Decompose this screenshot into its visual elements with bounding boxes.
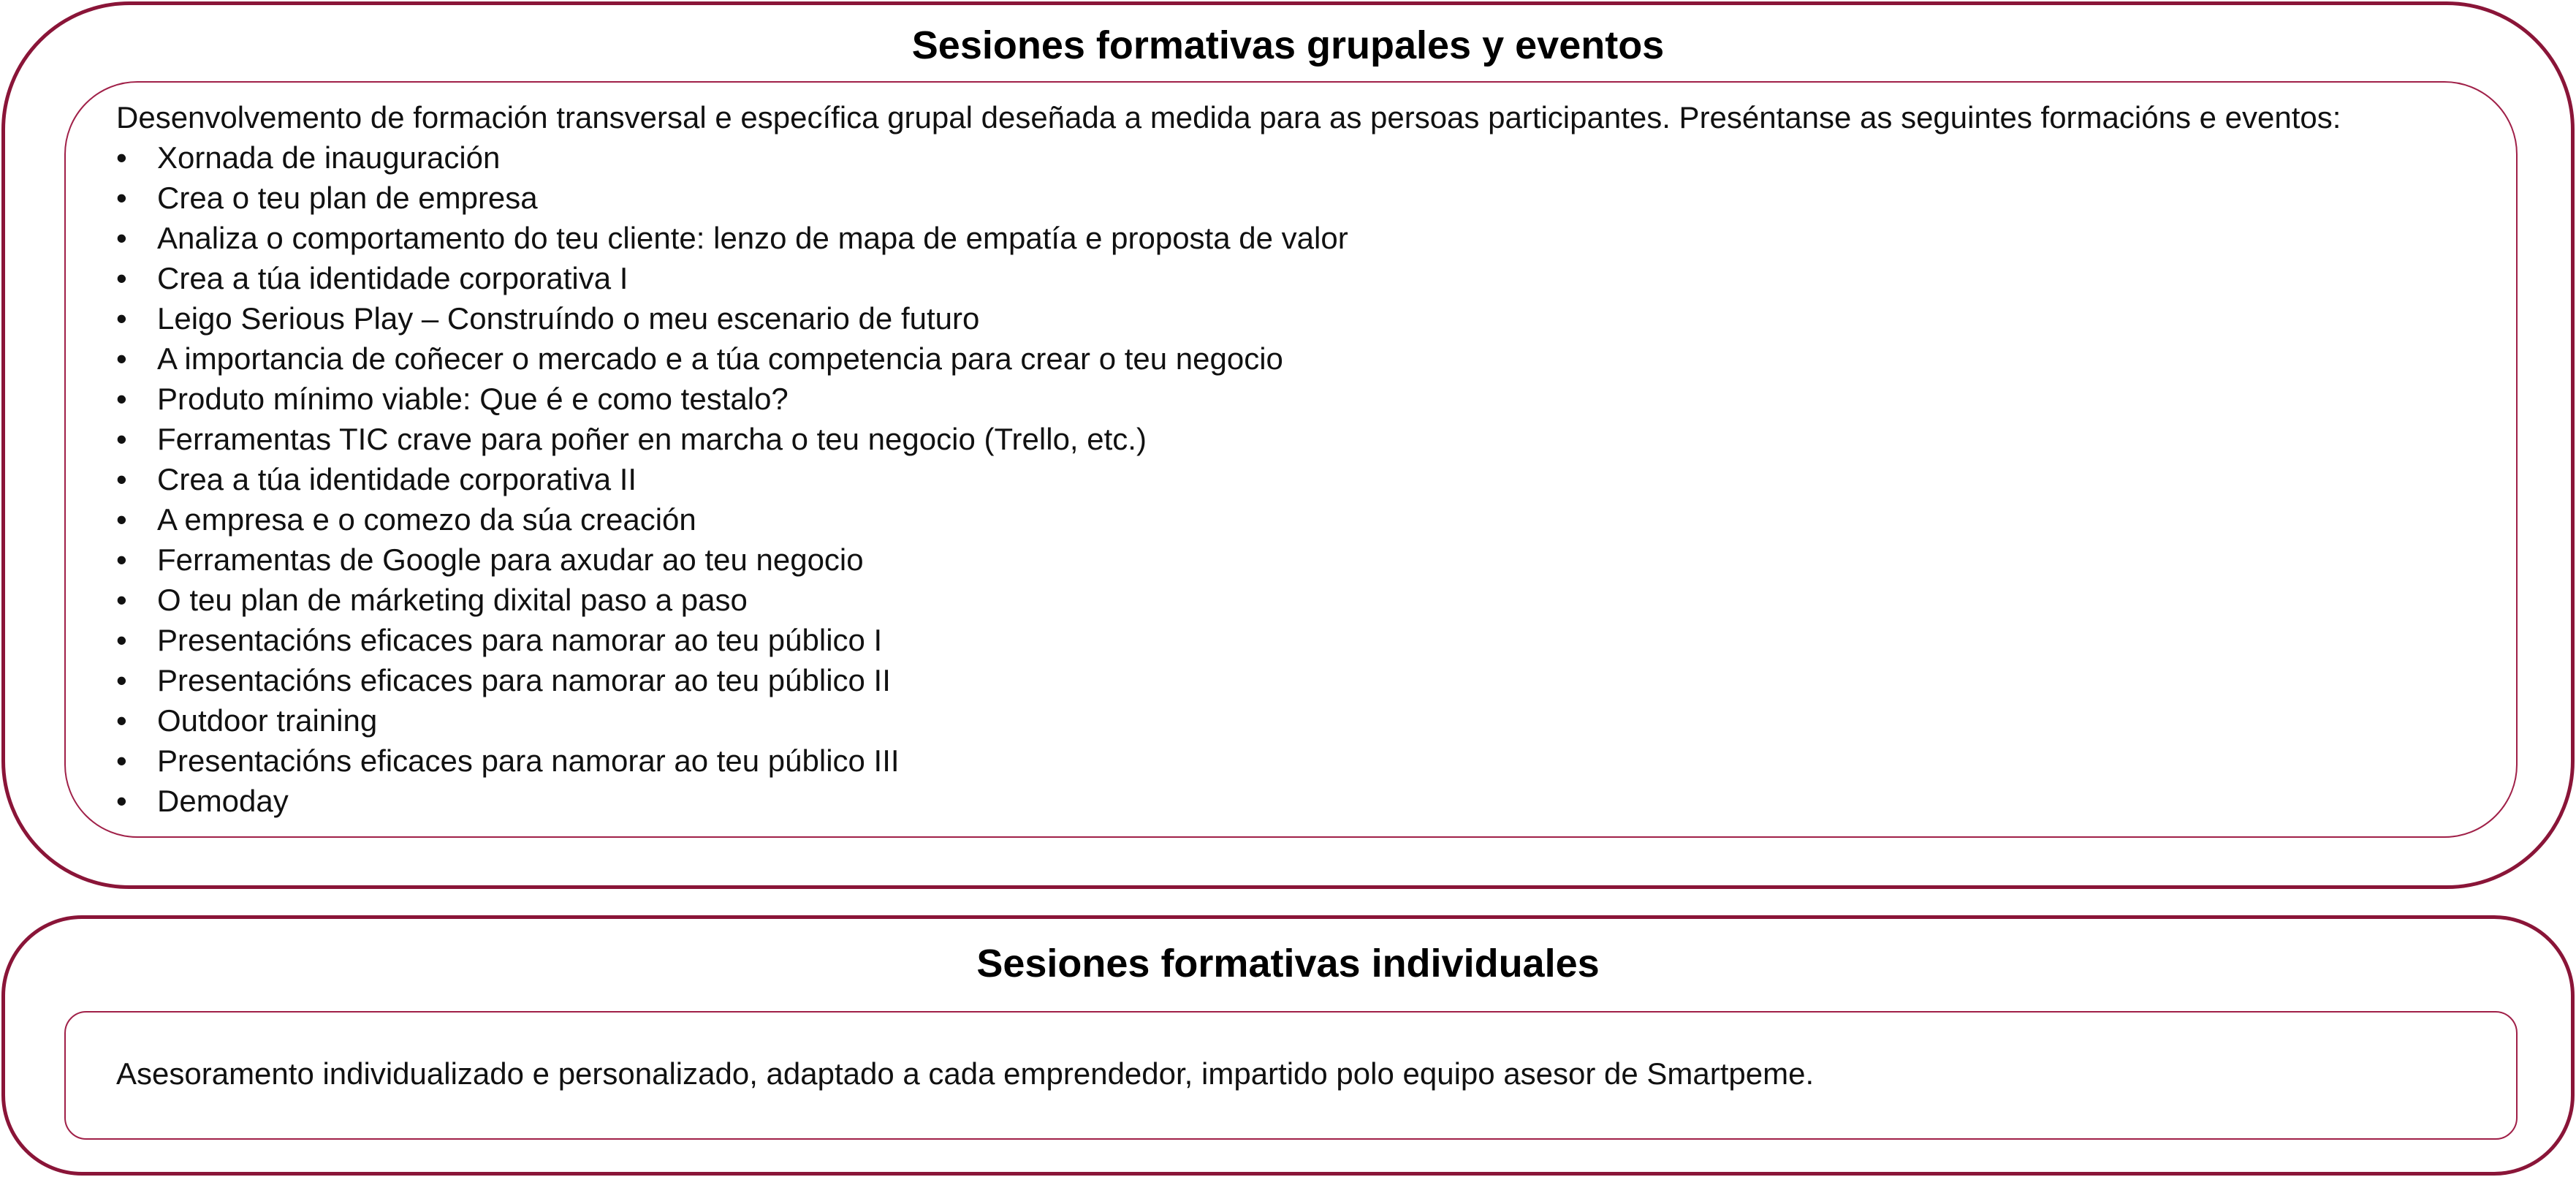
list-item: • Presentacións eficaces para namorar ao teu público II [116, 660, 1348, 700]
list-item: • Demoday [116, 781, 1348, 821]
group-sessions-list [116, 137, 1348, 821]
list-item: • A importancia de coñecer o mercado e a túa competencia para crear o teu negocio [116, 338, 1348, 379]
individual-sessions-content-box [64, 1011, 2518, 1140]
list-item: • Ferramentas TIC crave para poñer en marcha o teu negocio (Trello, etc.) [116, 419, 1348, 459]
list-item: • Produto mínimo viable: Que é e como testalo? [116, 379, 1348, 419]
list-item: • Crea a túa identidade corporativa I [116, 258, 1348, 298]
list-item: • Xornada de inauguración [116, 137, 1348, 178]
list-item: • Leigo Serious Play – Construíndo o meu escenario de futuro [116, 298, 1348, 338]
list-item: • Presentacións eficaces para namorar ao teu público III [116, 741, 1348, 781]
list-item: • Crea a túa identidade corporativa II [116, 459, 1348, 499]
list-item: • Analiza o comportamento do teu cliente: lenzo de mapa de empatía e proposta de valor [116, 218, 1348, 258]
individual-sessions-panel [1, 915, 2575, 1176]
individual-sessions-title: Sesiones formativas individuales [976, 942, 1600, 985]
group-sessions-content-box [64, 81, 2518, 838]
list-item: • Ferramentas de Google para axudar ao teu negocio [116, 540, 1348, 580]
list-item: • Crea o teu plan de empresa [116, 178, 1348, 218]
list-item: • A empresa e o comezo da súa creación [116, 499, 1348, 540]
group-sessions-panel [1, 1, 2575, 889]
list-item: • Presentacións eficaces para namorar ao teu público I [116, 620, 1348, 660]
group-sessions-title: Sesiones formativas grupales y eventos [911, 23, 1665, 67]
list-item: • Outdoor training [116, 700, 1348, 741]
individual-sessions-description: Asesoramento individualizado e personalizado, adaptado a cada emprendedor, impartido polo equipo asesor de Smartpeme. [116, 1056, 1815, 1091]
list-item: • O teu plan de márketing dixital paso a paso [116, 580, 1348, 620]
group-sessions-intro: Desenvolvemento de formación transversal e específica grupal deseñada a medida para as persoas participantes. Preséntanse as seguintes formacións e eventos: [116, 100, 2341, 135]
